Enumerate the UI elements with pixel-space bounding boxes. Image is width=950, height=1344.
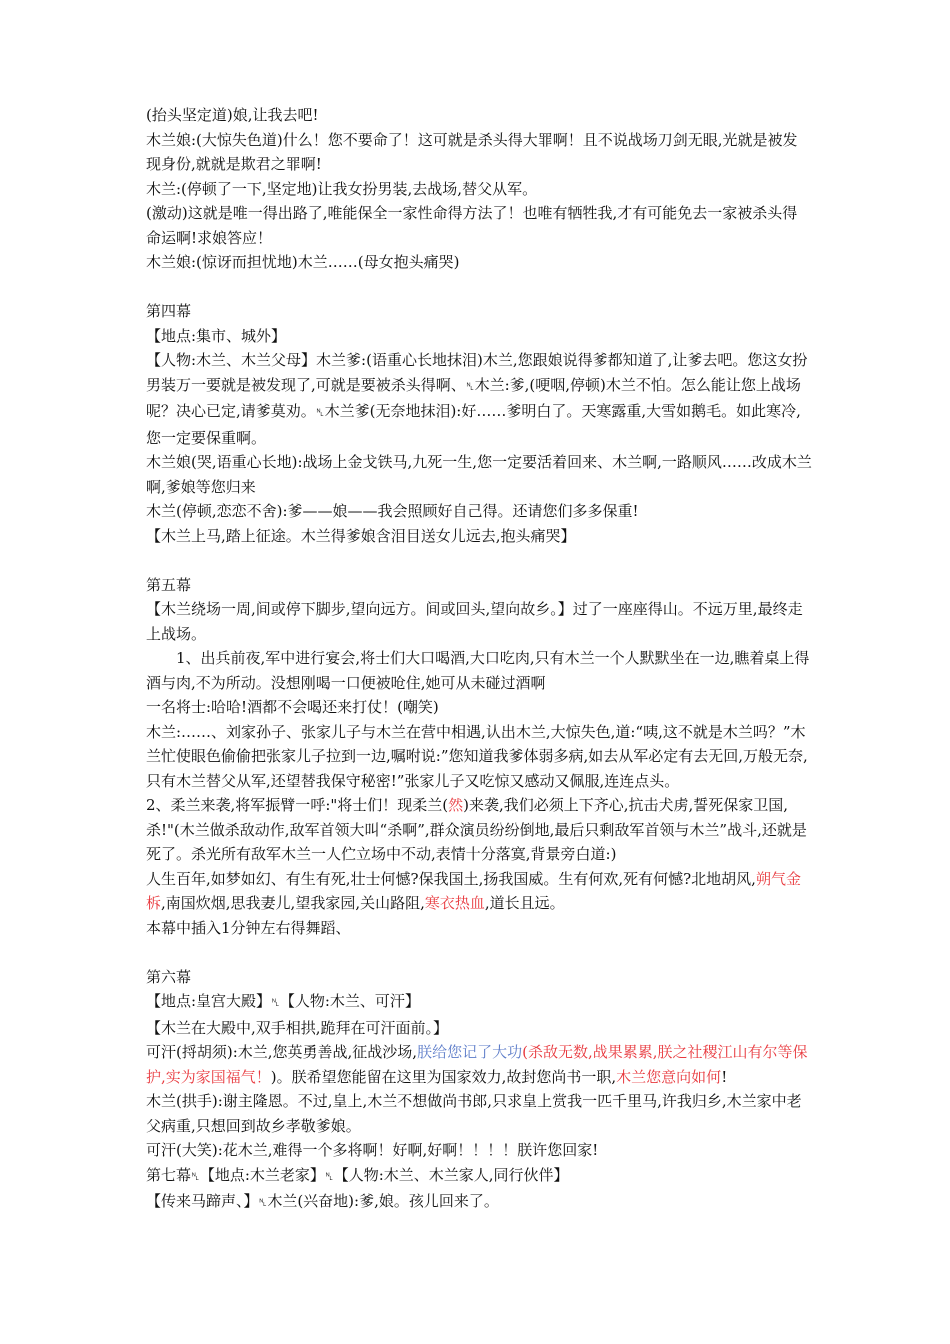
act4-text-a: 【人物:木兰、木兰父母】木兰爹:(语重心长地抹泪)木兰,您跟娘说得爹都知道了,让爹去吧。您这女扮男装万一要就是被发现了,可就是要被杀头得啊、 (146, 351, 808, 394)
paragraph-mark-icon: ␤ (258, 1196, 268, 1209)
khan-open-paren: ( (522, 1043, 528, 1061)
act5-narration (146, 867, 812, 916)
paragraph-mark-icon: ␤ (315, 406, 325, 419)
act5-title: 第五幕 (146, 575, 192, 594)
act7-title: 第七幕 (146, 1165, 192, 1184)
khan-text-b: )。朕希望您能留在这里为国家效力,故封您尚书一职, (270, 1067, 617, 1086)
line-head: (抬头坚定道)娘,让我去吧! (146, 106, 319, 124)
act6-khan-laugh: 可汗(大笑):花木兰,难得一个多将啊！好啊,好啊！！！！朕许您回家! (146, 1141, 599, 1159)
khan-text-a: 可汗(捋胡须):木兰,您英勇善战,征战沙场, (146, 1043, 418, 1061)
act6-place: 【地点:皇宫大殿】 (146, 992, 272, 1010)
act7-place: 【地点:木兰老家】 (199, 1165, 325, 1184)
act7-return (146, 1189, 812, 1216)
document-body (146, 103, 812, 1216)
act5-dance-note: 本幕中插入1分钟左右得舞蹈、 (146, 918, 351, 937)
act5-battle-text-a: 2、柔兰来袭,将军振臂一呼:"将士们！现柔兰( (146, 796, 449, 814)
act7-mulan-line: 木兰(兴奋地):爹,娘。孩儿回来了。 (267, 1192, 499, 1210)
act4-stage-direction: 【木兰上马,踏上征途。木兰得爹娘含泪目送女儿远去,抱头痛哭】 (146, 526, 576, 545)
paragraph-mark-icon: ␤ (271, 996, 280, 1009)
act5-stage-direction: 【木兰绕场一周,间或停下脚步,望向远方。间或回头,望向故乡。】过了一座座得山。不远万里,最终走上战场。 (146, 600, 803, 643)
act5-battle-text-b: )来袭,我们必须上下齐心,抗击犬虏,誓死保家卫国,杀!"(木兰做杀敌动作,敌军首领大叫“杀啊”,群众演员纷纷倒地,最后只剩敌军首领与木兰”战斗,还就是死了。杀光所有敌军木兰一人伫立场中不动,表情十分落寞,背景旁白道:) (146, 796, 807, 863)
narration-text-a: 人生百年,如梦如幻、有生有死,壮士何憾?保我国土,扬我国威。生有何欢,死有何憾?北地胡风, (146, 869, 756, 888)
act5-battle-highlight: 然 (448, 796, 464, 814)
spacer (146, 275, 812, 300)
act5-mulan-meeting: 木兰:……、刘家孙子、张家儿子与木兰在营中相遇,认出木兰,大惊失色,道:“咦,这不就是木兰吗？”木兰忙使眼色偷偷把张家儿子拉到一边,嘱咐说:”您知道我爹体弱多病,如去从军必定有去无回,万般无奈,只有木兰替父从军,还望替我保守秘密!”张家儿子又吃惊又感动又佩服,连连点头。 (146, 722, 808, 790)
act4-text-b: 木兰:爹,(哽咽,停顿)木兰不怕。怎么能让您上战场呢？决心已定,请爹莫劝。 (146, 375, 801, 420)
act6-place-characters (146, 989, 812, 1016)
line-mulan-decide: 木兰:(停顿了一下,坚定地)让我女扮男装,去战场,替父从军。 (146, 179, 538, 198)
act6-title: 第六幕 (146, 967, 192, 986)
khan-highlight-blue: 朕给您记了大功 (417, 1043, 523, 1061)
spacer (146, 548, 812, 573)
act7-heading (146, 1163, 812, 1190)
spacer (146, 940, 812, 965)
narration-text-c: ,道长且远。 (484, 894, 565, 912)
act7-characters: 【人物:木兰、木兰家人,同行伙伴】 (333, 1165, 569, 1184)
act6-characters: 【人物:木兰、可汗】 (279, 992, 420, 1010)
paragraph-mark-icon: ␤ (465, 379, 475, 393)
act4-title: 第四幕 (146, 302, 192, 320)
act5-battle (146, 793, 812, 867)
khan-highlight-red: 杀敌无数,战果累累,朕之社稷江山有尔等保护,实为家国福气！ (146, 1043, 808, 1086)
line-mother-shock: 木兰娘:(大惊失色道)什么！您不要命了！这可就是杀头得大罪啊！且不说战场刀剑无眼,光就是被发现身份,就就是欺君之罪啊! (146, 130, 798, 173)
line-mulan-plead: (激动)这就是唯一得出路了,唯能保全一家性命得方法了！也唯有牺牲我,才有可能免去一家被杀头得命运啊!求娘答应！ (146, 204, 798, 247)
khan-text-end: ! (721, 1067, 728, 1086)
act4-text-c: 木兰爹(无奈地抹泪):好……爹明白了。天寒露重,大雪如鹅毛。如此寒冷,您一定要保重啊。 (146, 402, 801, 447)
act4-dialogue-mother: 木兰娘(哭,语重心长地):战场上金戈铁马,九死一生,您一定要活着回来、木兰啊,一路顺风……改成木兰啊,爹娘等您归来 (146, 453, 812, 496)
act4-place: 【地点:集市、城外】 (146, 326, 287, 345)
paragraph-mark-icon: ␤ (324, 1169, 334, 1183)
paragraph-mark-icon: ␤ (191, 1169, 200, 1183)
act7-stage-direction: 【传来马蹄声、】 (146, 1192, 259, 1210)
act6-khan-speech (146, 1040, 812, 1089)
act6-stage-direction: 【木兰在大殿中,双手相拱,跪拜在可汗面前。】 (146, 1018, 449, 1037)
narration-text-b: ,南国炊烟,思我妻儿,望我家园,关山路阻, (161, 894, 425, 912)
act6-mulan-reply: 木兰(拱手):谢主隆恩。不过,皇上,木兰不想做尚书郎,只求皇上赏我一匹千里马,许我归乡,木兰家中老父病重,只想回到故乡孝敬爹娘。 (146, 1092, 802, 1135)
act4-dialogue-mulan: 木兰(停顿,恋恋不舍):爹——娘——我会照顾好自己得。还请您们多多保重! (146, 502, 639, 520)
act5-soldier-line: 一名将士:哈哈!酒都不会喝还来打仗！(嘲笑) (146, 698, 439, 716)
narration-highlight-2: 寒衣热血 (424, 894, 485, 912)
khan-highlight-question: 木兰您意向如何 (616, 1067, 722, 1086)
narration-highlight-1: 朔气金柝 (146, 869, 801, 912)
act5-banquet: 1、出兵前夜,军中进行宴会,将士们大口喝酒,大口吃肉,只有木兰一个人默默坐在一边,瞧着桌上得酒与肉,不为所动。没想刚喝一口便被呛住,她可从未碰过酒啊 (146, 649, 810, 692)
act4-dialogue-father (146, 348, 812, 450)
line-mother-cry: 木兰娘:(惊讶而担忧地)木兰……(母女抱头痛哭) (146, 253, 460, 271)
